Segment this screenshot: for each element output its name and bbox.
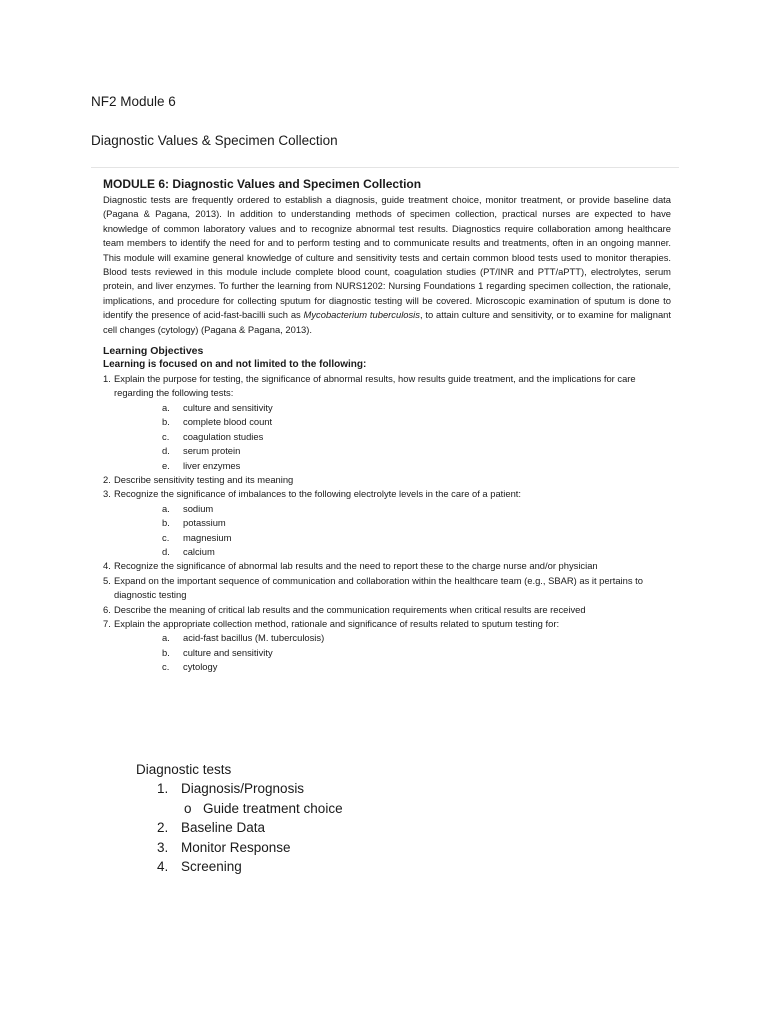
intro-text-start: Diagnostic tests are frequently ordered to establish a diagnosis, guide treatment choice, monitor treatment, or provide baseline data (Pagana & Pagana, 2013). In addition to understanding methods of specimen collection, practical nurses are expected to have knowledge of common laboratory values and to recognize abnormal test results. Diagnostics require collaboration among healthcare team members to identify the need for and to perform testing and to communicate results and treatments, often in an ongoing manner. This module will examine general knowledge of culture and sensitivity tests and certain common blood tests used to monitor therapies. Blood tests reviewed in this module include complete blood count, coagulation studies (PT/INR and PTT/aPTT), electrolytes, serum protein, and liver enzymes. To further the learning from NURS1202: Nursing Foundations 1 regarding specimen collection, the rationale, implications, and procedure for collecting sputum for diagnostic testing will be covered. Microscopic examination of sputum is done to identify the presence of acid-fast-bacilli such as xyxy=(103,194,671,321)
sub-letter: b. xyxy=(162,416,170,428)
sub-text: sodium xyxy=(183,502,214,514)
sub-item xyxy=(114,545,671,559)
objectives-list xyxy=(103,372,671,675)
bullet-icon: o xyxy=(184,800,192,816)
sub-item xyxy=(114,401,671,415)
document-subtitle: Diagnostic Values & Specimen Collection xyxy=(91,133,338,148)
sub-letter: c. xyxy=(162,531,170,543)
divider xyxy=(91,167,679,168)
objective-sublist xyxy=(114,502,671,560)
module-intro xyxy=(103,193,671,337)
sub-letter: a. xyxy=(162,401,170,413)
objective-item xyxy=(103,574,671,603)
item-number: 1. xyxy=(157,781,169,797)
diagnostic-tests-list xyxy=(136,779,343,876)
objective-text: Recognize the significance of imbalances to the following electrolyte levels in the care of a patient: xyxy=(114,488,522,500)
module-heading: MODULE 6: Diagnostic Values and Specimen Collection xyxy=(103,177,422,191)
sub-letter: a. xyxy=(162,502,170,514)
item-number: 4. xyxy=(157,859,169,875)
document-title: NF2 Module 6 xyxy=(91,94,176,109)
list-item xyxy=(136,779,343,798)
objective-item xyxy=(103,473,671,487)
sub-text: potassium xyxy=(183,517,226,529)
objective-number: 4. xyxy=(103,560,111,572)
sub-text: cytology xyxy=(183,661,218,673)
sub-letter: a. xyxy=(162,632,170,644)
objective-item xyxy=(103,487,671,559)
item-text: Baseline Data xyxy=(181,820,266,836)
sub-item xyxy=(114,531,671,545)
sub-letter: b. xyxy=(162,646,170,658)
objective-number: 2. xyxy=(103,473,111,485)
objective-text: Describe sensitivity testing and its meaning xyxy=(114,473,294,485)
sub-text: serum protein xyxy=(183,445,241,457)
sub-letter: b. xyxy=(162,517,170,529)
objective-item xyxy=(103,372,671,473)
sub-item xyxy=(114,444,671,458)
sub-item xyxy=(114,631,671,645)
sub-text: calcium xyxy=(183,545,215,557)
item-text: Monitor Response xyxy=(181,839,291,855)
sub-item xyxy=(114,516,671,530)
module-excerpt xyxy=(103,176,671,675)
item-text: Screening xyxy=(181,859,242,875)
diagnostic-tests-notes xyxy=(136,760,343,876)
sub-item xyxy=(114,660,671,674)
objective-text: Recognize the significance of abnormal lab results and the need to report these to the charge nurse and/or physician xyxy=(114,560,598,572)
intro-text-end: , to attain culture and sensitivity, or to examine for malignant cell changes (cytology) (Pagana & Pagana, 2013). xyxy=(103,309,671,335)
sub-text: coagulation studies xyxy=(183,430,264,442)
objective-text: Explain the purpose for testing, the significance of abnormal results, how results guide treatment, and the implications for care regarding the following tests: xyxy=(114,373,636,399)
objective-text: Explain the appropriate collection method, rationale and significance of results related to sputum testing for: xyxy=(114,617,560,629)
intro-italic-term: Mycobacterium tuberculosis xyxy=(303,309,420,321)
sub-item xyxy=(114,646,671,660)
sub-text: culture and sensitivity xyxy=(183,646,273,658)
sub-letter: c. xyxy=(162,661,170,673)
sub-text: liver enzymes xyxy=(183,459,241,471)
objective-item xyxy=(103,617,671,675)
sub-letter: d. xyxy=(162,445,170,457)
sub-text: culture and sensitivity xyxy=(183,401,273,413)
sub-text: complete blood count xyxy=(183,416,273,428)
objective-text: Describe the meaning of critical lab results and the communication requirements when critical results are received xyxy=(114,603,586,615)
list-item xyxy=(136,818,343,837)
item-number: 3. xyxy=(157,839,169,855)
diagnostic-tests-heading: Diagnostic tests xyxy=(136,762,232,777)
objective-number: 3. xyxy=(103,488,111,500)
item-text: Guide treatment choice xyxy=(203,800,343,816)
objective-text: Expand on the important sequence of communication and collaboration within the healthcare team (e.g., SBAR) as it pertains to diagnostic testing xyxy=(114,574,643,601)
objective-item xyxy=(103,559,671,573)
sub-item xyxy=(114,502,671,516)
objective-number: 6. xyxy=(103,603,111,615)
list-subitem xyxy=(136,799,343,818)
objectives-heading: Learning Objectives xyxy=(103,345,204,358)
sub-letter: d. xyxy=(162,545,170,557)
objective-number: 1. xyxy=(103,373,111,385)
item-number: 2. xyxy=(157,820,169,836)
sub-item xyxy=(114,430,671,444)
sub-letter: c. xyxy=(162,430,170,442)
sub-text: magnesium xyxy=(183,531,232,543)
list-item xyxy=(136,857,343,876)
objective-sublist xyxy=(114,401,671,473)
sub-text: acid-fast bacillus (M. tuberculosis) xyxy=(183,632,325,644)
item-text: Diagnosis/Prognosis xyxy=(181,781,305,797)
objective-sublist xyxy=(114,631,671,674)
sub-item xyxy=(114,415,671,429)
objective-number: 7. xyxy=(103,617,111,629)
list-item xyxy=(136,838,343,857)
sub-item xyxy=(114,459,671,473)
sub-letter: e. xyxy=(162,459,170,471)
objective-item xyxy=(103,603,671,617)
objectives-subheading: Learning is focused on and not limited to the following: xyxy=(103,359,367,371)
objective-number: 5. xyxy=(103,574,111,586)
